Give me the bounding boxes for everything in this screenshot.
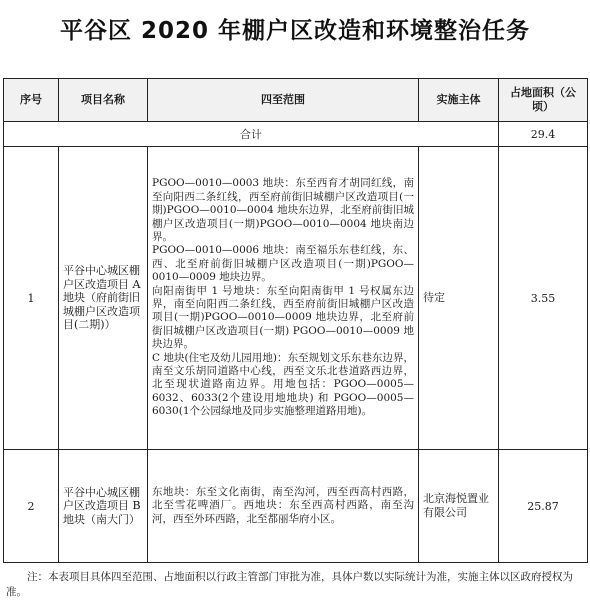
row-area: 3.55 [499, 147, 588, 450]
row-range [148, 450, 419, 563]
table-header-row [4, 79, 588, 122]
range-paragraph: C 地块(住宅及幼儿园用地)：东至规划文乐东巷东边界，南至文乐胡同道路中心线，西至文乐北巷道路西边界，北至现状道路南边界。用地包括：PGOO—0005—6032、6033(2个建设用地地块) 和 PGOO—0005—6030(1个公园绿地及同步实施整理道路用地)。 [152, 351, 414, 418]
total-label: 合计 [4, 122, 499, 147]
row-range [148, 147, 419, 450]
header-name: 项目名称 [59, 79, 148, 122]
row-project-name: 平谷中心城区棚户区改造项目 B 地块（南大门） [59, 450, 148, 563]
task-table [3, 78, 588, 563]
header-range: 四至范围 [148, 79, 419, 122]
header-area: 占地面积（公顷） [499, 79, 588, 122]
row-no: 2 [4, 450, 59, 563]
row-owner: 待定 [419, 147, 499, 450]
total-value: 29.4 [499, 122, 588, 147]
header-owner: 实施主体 [419, 79, 499, 122]
table-row [4, 450, 588, 563]
total-row [4, 122, 588, 147]
row-owner: 北京海悦置业有限公司 [419, 450, 499, 563]
range-paragraph: 东地块：东至文化南街，南至沟河，西至西高村西路，北至雪花啤酒厂。西地块：东至西高村西路，南至沟河，西至外环西路，北至都丽华府小区。 [152, 485, 414, 525]
table-row [4, 147, 588, 450]
range-paragraph: 向阳南街甲 1 号地块：东至向阳南街甲 1 号权属东边界，南至向阳西二条红线，西至府前街旧城棚户区改造项目(一期)PGOO—0010—0009 地块边界，北至府前街旧城棚户区改造项目(一期) PGOO—0010—0009 地块边界。 [152, 284, 414, 351]
header-no: 序号 [4, 79, 59, 122]
range-paragraph: PGOO—0010—0003 地块：东至西育才胡同红线，南至向阳西二条红线，西至府前街旧城棚户区改造项目(一期)PGOO—0010—0004 地块东边界，北至府前街旧城棚户区改造项目(一期)PGOO—0010—0004 地块南边界。 [152, 177, 414, 243]
range-paragraph: PGOO—0010—0006 地块：南至福乐东巷红线，东、西、北至府前街旧城棚户区改造项目(一期)PGOO—0010—0009 地块边界。 [152, 244, 414, 284]
page-title: 平谷区 2020 年棚户区改造和环境整治任务 [59, 18, 531, 44]
row-area: 25.87 [499, 450, 588, 563]
row-project-name: 平谷中心城区棚户区改造项目 A 地块（府前街旧城棚户区改造项目(二期)） [59, 147, 148, 450]
row-no: 1 [4, 147, 59, 450]
footnote: 注：本表项目具体四至范围、占地面积以行政主管部门审批为准，具体户数以实际统计为准，实施主体以区政府授权为准。 [6, 571, 573, 598]
